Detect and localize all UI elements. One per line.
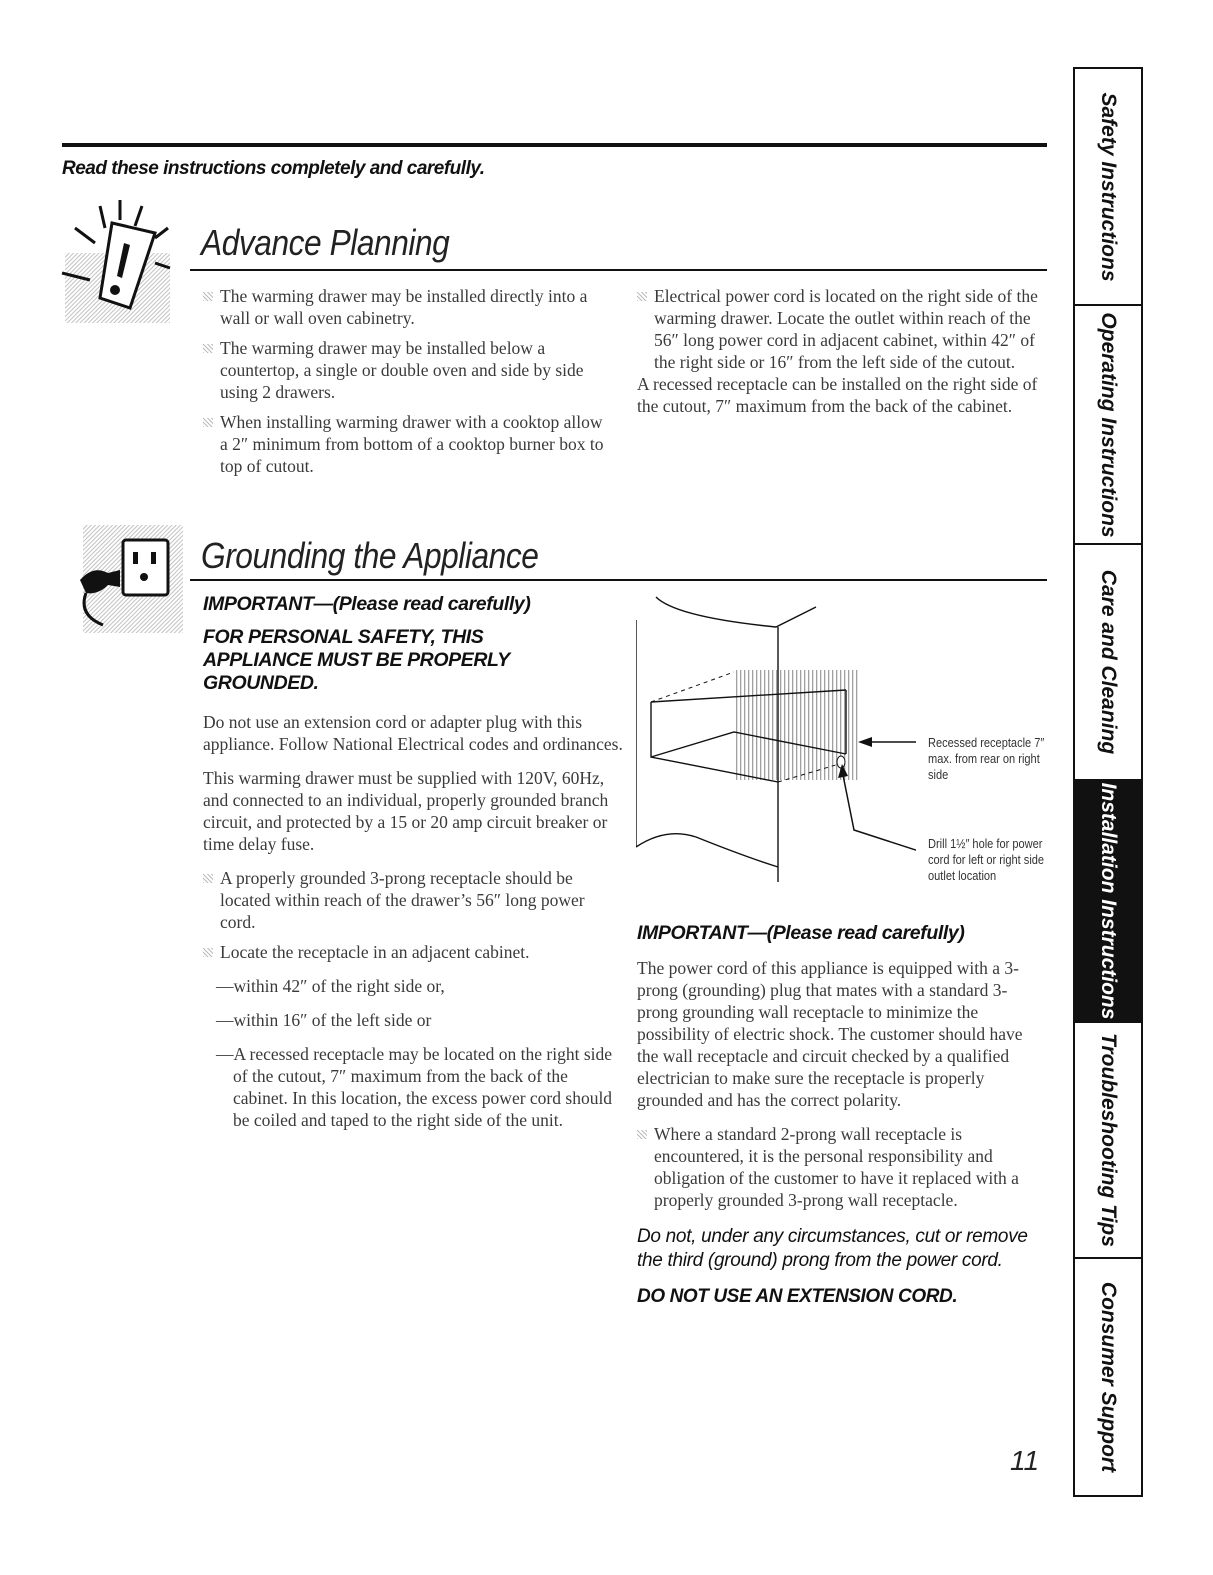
caution-icon (60, 198, 180, 328)
paragraph: Do not use an extension cord or adapter plug with this appliance. Follow National Electrical codes and ordinances. (203, 712, 623, 754)
list-item: Electrical power cord is located on the right side of the warming drawer. Locate the outlet within reach of the 56″ long power cord in adjacent cabinet, within 42″ of the right side or 16″ from the left side of the cutout. (637, 285, 1047, 373)
grounding-title: Grounding the Appliance (201, 535, 539, 576)
tab-label: Troubleshooting Tips (1097, 1033, 1120, 1247)
important-heading-2: IMPORTANT—(Please read carefully) (637, 922, 965, 944)
grounding-left-column (203, 593, 623, 1143)
tab-installation-instructions[interactable] (1075, 781, 1141, 1023)
recessed-note: A recessed receptacle can be installed on the right side of the cutout, 7″ maximum from the back of the cabinet. (637, 374, 1038, 416)
tab-label: Care and Cleaning (1097, 569, 1120, 755)
page-number: 11 (1010, 1445, 1040, 1476)
important-heading: IMPORTANT—(Please read carefully) (203, 593, 531, 615)
tab-label: Operating Instructions (1097, 311, 1120, 538)
list-item: A properly grounded 3-prong receptacle should be located within reach of the drawer’s 56″ long power cord. (203, 867, 623, 933)
grounding-rule (190, 579, 1047, 581)
tab-operating-instructions[interactable] (1075, 306, 1141, 545)
tab-safety-instructions[interactable] (1075, 69, 1141, 306)
top-rule (62, 143, 1047, 147)
list-item: When installing warming drawer with a cooktop allow a 2″ minimum from bottom of a cooktop burner box to top of cutout. (203, 411, 613, 477)
tab-consumer-support[interactable] (1075, 1259, 1141, 1495)
tab-label: Safety Instructions (1097, 91, 1120, 282)
tab-label: Installation Instructions (1097, 782, 1120, 1020)
callout-recessed-receptacle: Recessed receptacle 7″ max. from rear on right side (928, 735, 1045, 782)
list-item: —within 16″ of the left side or (216, 1010, 432, 1030)
list-item: Locate the receptacle in an adjacent cabinet. (203, 941, 623, 963)
advance-left-column (203, 285, 613, 485)
safety-heading: FOR PERSONAL SAFETY, THIS APPLIANCE MUST BE PROPERLY GROUNDED. (203, 626, 510, 694)
grounding-right-column (637, 922, 1047, 1308)
list-item: Where a standard 2-prong wall receptacle is encountered, it is the personal responsibility and obligation of the customer to have it replaced with a properly grounded 3-prong wall receptacle. (637, 1123, 1047, 1211)
section-tabs (1073, 67, 1143, 1497)
paragraph: This warming drawer must be supplied with 120V, 60Hz, and connected to an individual, properly grounded branch circuit, and protected by a 15 or 20 amp circuit breaker or time delay fuse. (203, 768, 609, 854)
list-item: —within 42″ of the right side or, (216, 976, 445, 996)
receptacle-diagram (636, 592, 916, 892)
advance-planning-title: Advance Planning (201, 222, 450, 263)
callout-drill-hole: Drill 1½″ hole for power cord for left or right side outlet location (928, 836, 1045, 883)
tab-label: Consumer Support (1097, 1281, 1120, 1473)
list-item: —A recessed receptacle may be located on the right side of the cutout, 7″ maximum from the back of the cabinet. In this location, the excess power cord should be coiled and taped to the right side of the unit. (216, 1044, 613, 1130)
extension-cord-warning: DO NOT USE AN EXTENSION CORD. (637, 1286, 958, 1307)
paragraph: The power cord of this appliance is equipped with a 3-prong (grounding) plug that mates with a standard 3-prong grounding wall receptacle to minimize the possibility of electric shock. The customer should have the wall receptacle and circuit checked by a qualified electrician to make sure the receptacle is properly grounded and has the correct polarity. (637, 958, 1023, 1110)
tab-care-and-cleaning[interactable] (1075, 545, 1141, 781)
outlet-plug-icon (78, 525, 188, 640)
advance-right-column (637, 285, 1047, 417)
header-note: Read these instructions completely and carefully. (62, 158, 485, 179)
list-item: The warming drawer may be installed below a countertop, a single or double oven and side by side using 2 drawers. (203, 337, 613, 403)
tab-troubleshooting-tips[interactable] (1075, 1023, 1141, 1259)
list-item: The warming drawer may be installed directly into a wall or wall oven cabinetry. (203, 285, 613, 329)
advance-rule (190, 269, 1047, 271)
prong-warning: Do not, under any circumstances, cut or remove the third (ground) prong from the power cord. (637, 1226, 1028, 1271)
